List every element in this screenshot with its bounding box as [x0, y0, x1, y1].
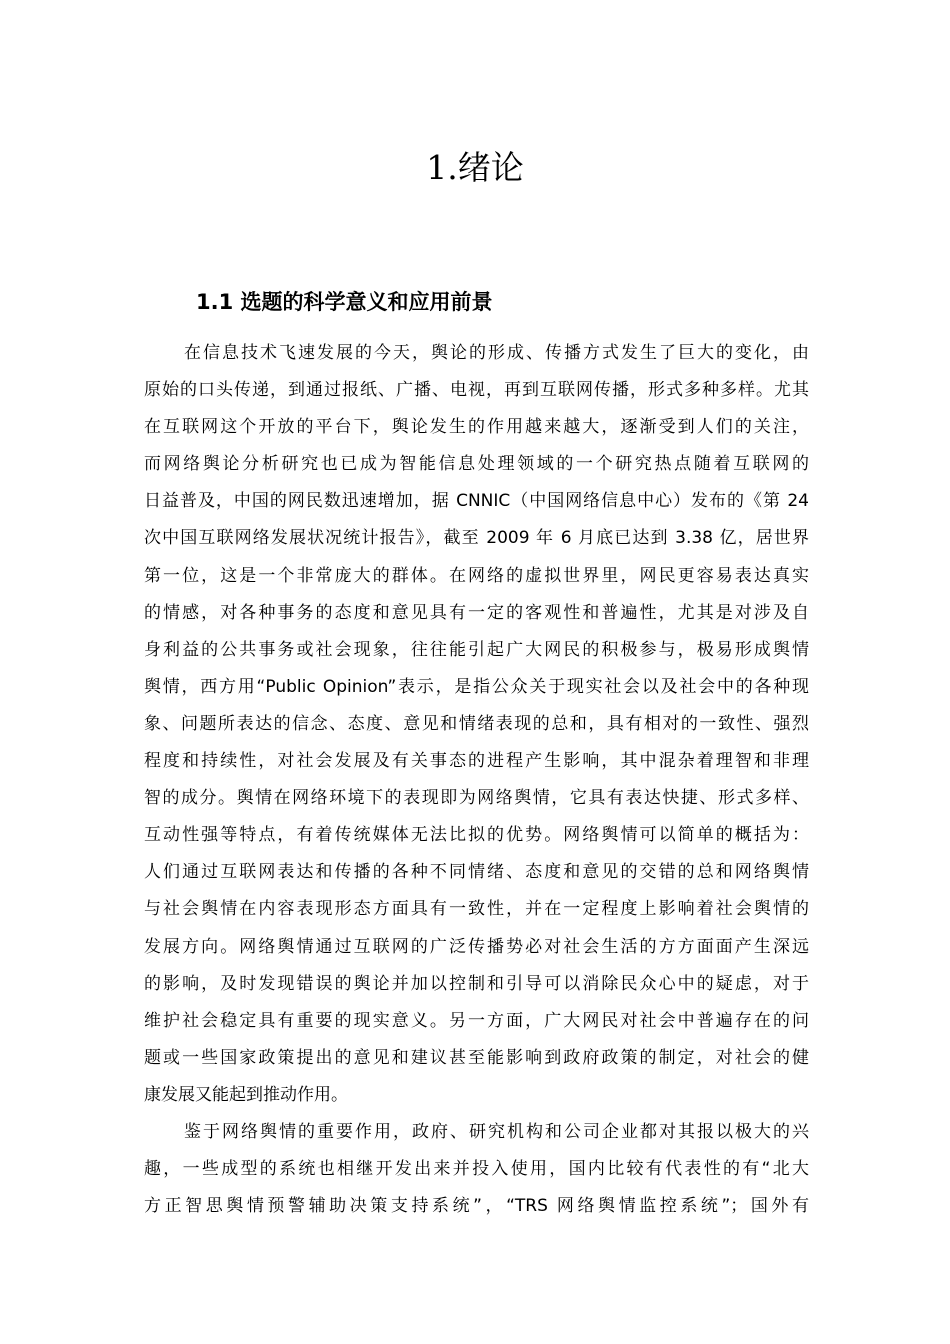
text-line: 原始的口头传递，到通过报纸、广播、电视，再到互联网传播，形式多种多样。尤其: [144, 380, 809, 401]
text-line: 在互联网这个开放的平台下，舆论发生的作用越来越大，逐渐受到人们的关注，: [144, 417, 809, 438]
section-title: 1.1 选题的科学意义和应用前景: [196, 290, 493, 314]
text-line: 互动性强等特点，有着传统媒体无法比拟的优势。网络舆情可以简单的概括为：: [144, 825, 809, 846]
body-text: [144, 335, 809, 1225]
chapter-title: 1.绪论: [426, 148, 524, 187]
text-line: 身利益的公共事务或社会现象，往往能引起广大网民的积极参与，极易形成舆情: [144, 639, 809, 660]
text-line: 智的成分。舆情在网络环境下的表现即为网络舆情，它具有表达快捷、形式多样、: [144, 788, 809, 809]
text-line: 题或一些国家政策提出的意见和建议甚至能影响到政府政策的制定，对社会的健: [144, 1047, 809, 1068]
text-line: 维护社会稳定具有重要的现实意义。另一方面，广大网民对社会中普遍存在的问: [144, 1010, 809, 1031]
text-line: 第一位，这是一个非常庞大的群体。在网络的虚拟世界里，网民更容易表达真实: [144, 565, 809, 586]
text-line: 而网络舆论分析研究也已成为智能信息处理领域的一个研究热点随着互联网的: [144, 454, 809, 475]
text-line: 与社会舆情在内容表现形态方面具有一致性，并在一定程度上影响着社会舆情的: [144, 899, 809, 920]
text-line: 日益普及，中国的网民数迅速增加，据 CNNIC（中国网络信息中心）发布的《第 24: [144, 491, 809, 512]
text-line: 鉴于网络舆情的重要作用，政府、研究机构和公司企业都对其报以极大的兴: [184, 1121, 809, 1142]
text-line: 在信息技术飞速发展的今天，舆论的形成、传播方式发生了巨大的变化，由: [184, 343, 809, 363]
text-line: 人们通过互联网表达和传播的各种不同情绪、态度和意见的交错的总和网络舆情: [144, 862, 809, 883]
paragraph-1: [144, 335, 809, 1114]
text-line: 次中国互联网络发展状况统计报告》，截至 2009 年 6 月底已达到 3.38 亿，居世界: [144, 528, 809, 549]
text-line: 舆情，西方用“Public Opinion”表示，是指公众关于现实社会以及社会中的各种现: [144, 676, 809, 697]
text-line: 方正智思舆情预警辅助决策支持系统”，“TRS 网络舆情监控系统”；国外有: [144, 1196, 809, 1217]
text-line: 发展方向。网络舆情通过互联网的广泛传播势必对社会生活的方方面面产生深远: [144, 936, 809, 957]
text-line: 趣，一些成型的系统也相继开发出来并投入使用，国内比较有代表性的有“北大: [144, 1159, 809, 1180]
text-line: 的影响，及时发现错误的舆论并加以控制和引导可以消除民众心中的疑虑，对于: [144, 973, 809, 994]
text-line: 象、问题所表达的信念、态度、意见和情绪表现的总和，具有相对的一致性、强烈: [144, 713, 809, 734]
text-line: 的情感，对各种事务的态度和意见具有一定的客观性和普遍性，尤其是对涉及自: [144, 602, 809, 623]
text-line: 程度和持续性，对社会发展及有关事态的进程产生影响，其中混杂着理智和非理: [144, 751, 809, 772]
text-line: 康发展又能起到推动作用。: [144, 1084, 348, 1105]
paragraph-2: [144, 1114, 809, 1225]
